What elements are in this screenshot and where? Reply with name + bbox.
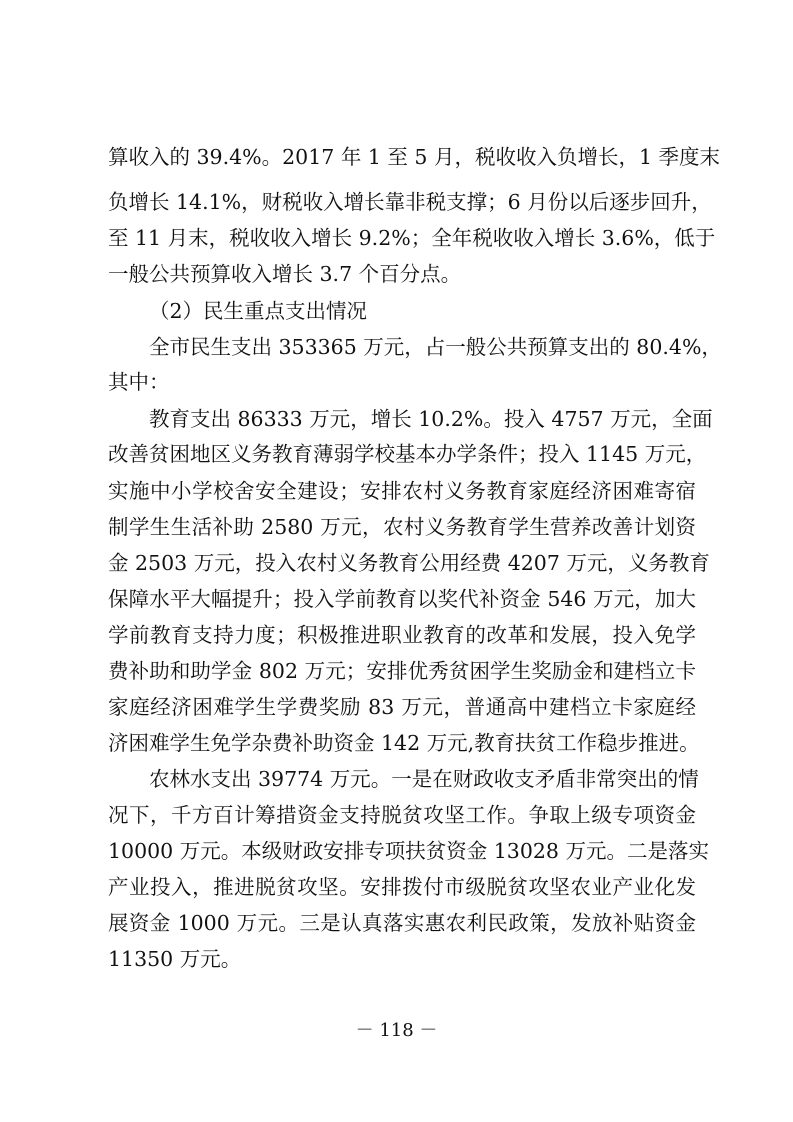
page-number: － 118 －	[355, 1020, 438, 1041]
body-text-line: 制学生生活补助 2580 万元，农村义务教育学生营养改善计划资	[108, 515, 696, 539]
body-text-line: 济困难学生免学杂费补助资金 142 万元,教育扶贫工作稳步推进。	[108, 731, 700, 755]
body-text-line: 教育支出 86333 万元，增长 10.2%。投入 4757 万元，全面	[149, 407, 713, 431]
body-text-line: 至 11 月末，税收收入增长 9.2%；全年税收收入增长 3.6%，低于	[108, 226, 716, 250]
section-heading: （2）民生重点支出情况	[149, 299, 368, 323]
body-text-line: 况下，千方百计筹措资金支持脱贫攻坚工作。争取上级专项资金	[108, 803, 696, 827]
body-text-line: 农林水支出 39774 万元。一是在财政收支矛盾非常突出的情	[149, 767, 699, 791]
body-text-line: 负增长 14.1%，财税收入增长靠非税支撑；6 月份以后逐步回升，	[108, 190, 712, 214]
body-text-line: 11350 万元。	[108, 947, 242, 971]
body-text-line: 其中：	[108, 370, 170, 394]
body-text-line: 费补助和助学金 802 万元；安排优秀贫困学生奖励金和建档立卡	[108, 659, 696, 683]
body-text-line: 保障水平大幅提升；投入学前教育以奖代补资金 546 万元，加大	[108, 587, 696, 611]
body-text-line: 产业投入，推进脱贫攻坚。安排拨付市级脱贫攻坚农业产业化发	[108, 875, 696, 899]
body-text-line: 学前教育支持力度；积极推进职业教育的改革和发展，投入免学	[108, 623, 696, 647]
body-text-line: 展资金 1000 万元。三是认真落实惠农利民政策，发放补贴资金	[108, 911, 696, 935]
body-text-line: 算收入的 39.4%。2017 年 1 至 5 月，税收收入负增长，1 季度末	[108, 145, 721, 169]
body-text-line: 改善贫困地区义务教育薄弱学校基本办学条件；投入 1145 万元，	[108, 442, 707, 466]
body-text-line: 10000 万元。本级财政安排专项扶贫资金 13028 万元。二是落实	[108, 839, 709, 863]
body-text-line: 一般公共预算收入增长 3.7 个百分点。	[108, 262, 462, 286]
body-text-line: 实施中小学校舍安全建设；安排农村义务教育家庭经济困难寄宿	[108, 479, 696, 503]
body-text-line: 金 2503 万元，投入农村义务教育公用经费 4207 万元，义务教育	[108, 551, 710, 575]
body-text-line: 家庭经济困难学生学费奖励 83 万元，普通高中建档立卡家庭经	[108, 695, 696, 719]
body-text-line: 全市民生支出 353365 万元，占一般公共预算支出的 80.4%，	[149, 335, 722, 359]
